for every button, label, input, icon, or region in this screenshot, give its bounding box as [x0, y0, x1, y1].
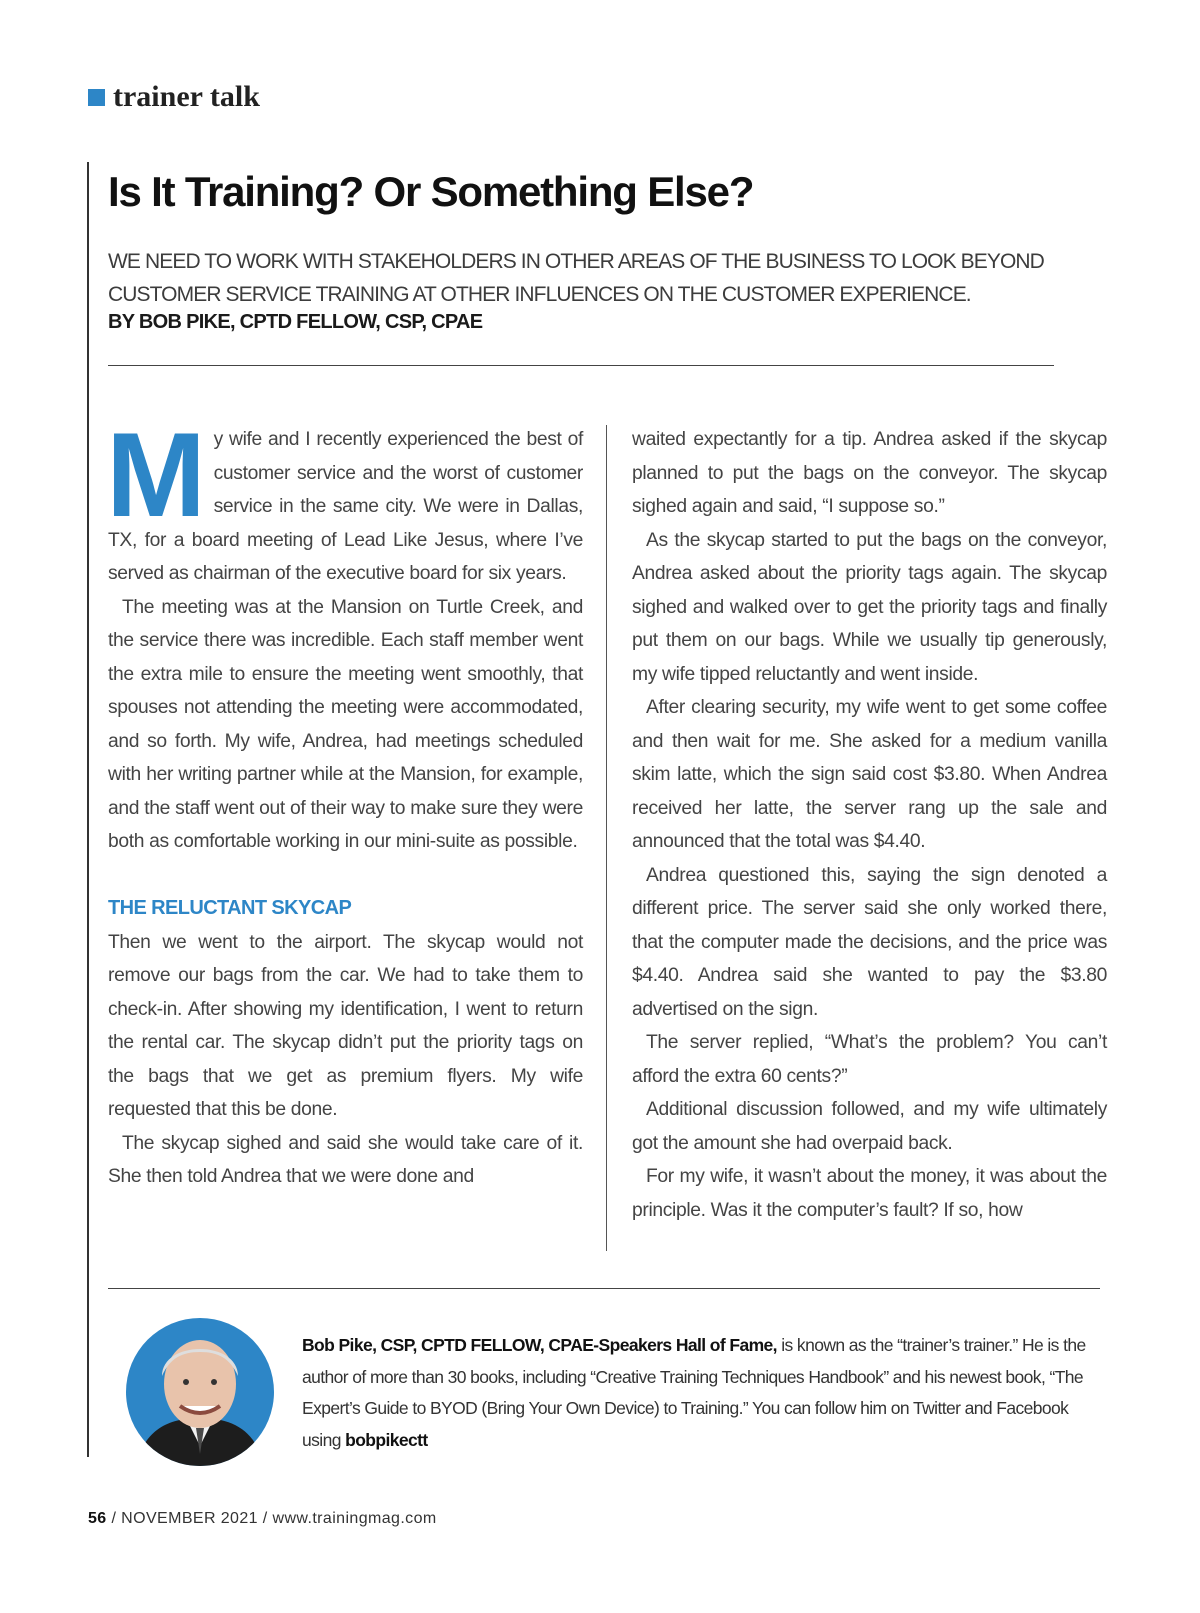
left-margin-rule	[87, 162, 89, 1457]
bio-divider	[108, 1288, 1100, 1289]
paragraph: Then we went to the airport. The skycap would not remove our bags from the car. We had to take them to check-in. After showing my identification, I went to return the rental car. The skycap didn’t put the priority tags on the bags that we get as premium flyers. My wife requested that this be done.	[108, 931, 583, 1120]
drop-cap: M	[106, 408, 206, 542]
author-bio: Bob Pike, CSP, CPTD FELLOW, CPAE-Speakers Hall of Fame, is known as the “trainer’s trainer.” He is the author of more than 30 books, including “Creative Training Techniques Handbook” and his newest book, “The Expert’s Guide to BYOD (Bring Your Own Device) to Training.” You can follow him on Twitter and Facebook using bobpikectt	[302, 1335, 1086, 1450]
paragraph: Additional discussion followed, and my wife ultimately got the amount she had overpaid back.	[632, 1099, 1107, 1154]
paragraph: For my wife, it wasn’t about the money, it was about the principle. Was it the computer’s fault? If so, how	[632, 1166, 1107, 1221]
paragraph: waited expectantly for a tip. Andrea asked if the skycap planned to put the bags on the conveyor. The skycap sighed again and said, “I suppose so.”	[632, 429, 1107, 517]
section-label: trainer talk	[113, 80, 260, 113]
paragraph: My wife and I recently experienced the best of customer service and the worst of customer service in the same city. We were in Dallas, TX, for a board meeting of Lead Like Jesus, where I’ve served as chairman of the executive board for six years.	[106, 408, 583, 584]
paragraph: The meeting was at the Mansion on Turtle Creek, and the service there was incredible. Each staff member went the extra mile to ensure the meeting went smoothly, that spouses not attending the meeting were accommodated, and so forth. My wife, Andrea, had meetings scheduled with her writing partner while at the Mansion, for example, and the staff went out of their way to make sure they were both as comfortable working in our mini-suite as possible.	[108, 596, 583, 852]
article-deck: WE NEED TO WORK WITH STAKEHOLDERS IN OTHER AREAS OF THE BUSINESS TO LOOK BEYOND CUSTOMER SERVICE TRAINING AT OTHER INFLUENCES ON THE CUSTOMER EXPERIENCE.	[108, 250, 1044, 306]
issue-and-url: / NOVEMBER 2021 / www.trainingmag.com	[106, 1510, 437, 1527]
column-divider	[606, 425, 607, 1251]
author-handle: bobpikectt	[345, 1429, 428, 1450]
paragraph: After clearing security, my wife went to get some coffee and then wait for me. She asked for a medium vanilla skim latte, which the sign said cost $3.80. When Andrea received her latte, the server rang up the sale and announced that the total was $4.40.	[632, 697, 1107, 852]
paragraph: As the skycap started to put the bags on the conveyor, Andrea asked about the priority tags again. The skycap sighed and walked over to get the priority tags and finally put them on our bags. While we usually tip generously, my wife tipped reluctantly and went inside.	[632, 529, 1107, 685]
section-marker-icon	[88, 89, 105, 106]
page-footer	[88, 1510, 437, 1528]
header-divider	[108, 365, 1054, 366]
author-name: Bob Pike, CSP, CPTD FELLOW, CPAE-Speakers Hall of Fame,	[302, 1335, 777, 1355]
paragraph: The skycap sighed and said she would take care of it. She then told Andrea that we were done and	[108, 1132, 583, 1187]
section-subhead: THE RELUCTANT SKYCAP	[108, 897, 352, 919]
paragraph: The server replied, “What’s the problem? You can’t afford the extra 60 cents?”	[632, 1032, 1107, 1087]
section-tag	[88, 80, 260, 114]
right-column	[632, 423, 1107, 1227]
paragraph: Andrea questioned this, saying the sign denoted a different price. The server said she only worked there, that the computer made the decisions, and the price was $4.40. Andrea said she wanted to pay the $3.80 advertised on the sign.	[632, 864, 1107, 1020]
page-number: 56	[88, 1510, 107, 1527]
article-title: Is It Training? Or Something Else?	[108, 168, 754, 215]
left-column	[106, 408, 583, 1194]
author-photo	[126, 1318, 274, 1466]
article-byline: BY BOB PIKE, CPTD FELLOW, CSP, CPAE	[108, 311, 483, 333]
